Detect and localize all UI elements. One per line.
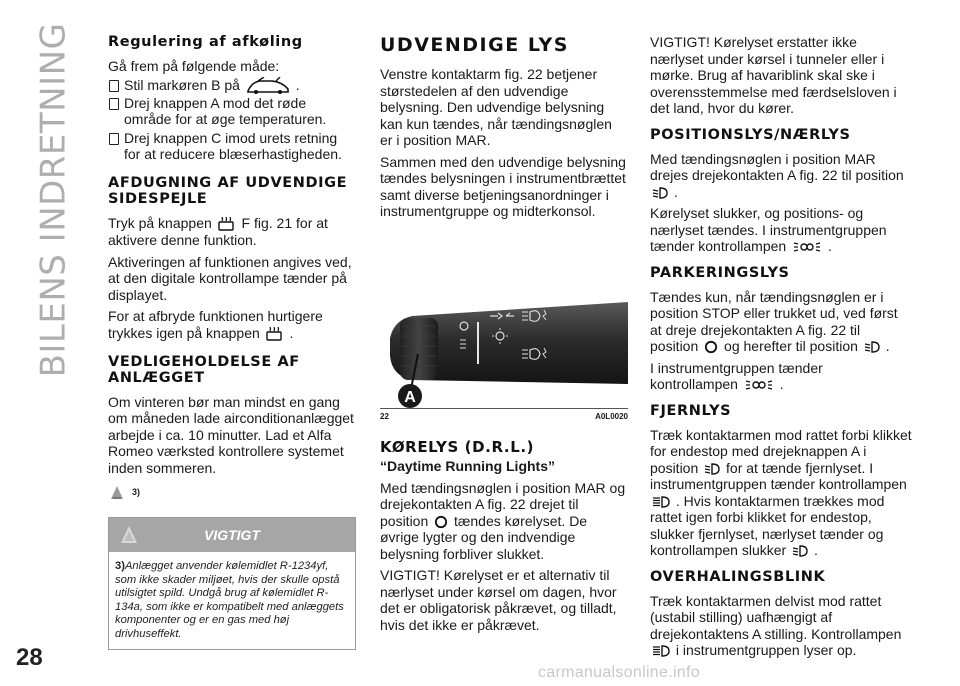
text-intro: Gå frem på følgende måde: — [108, 58, 280, 74]
heading-afdugning: AFDUGNING AF UDVENDIGE SIDESPEJLE — [108, 174, 348, 207]
footnote-ref-row — [108, 481, 356, 503]
heading-positionslys: POSITIONSLYS/NÆRLYS — [650, 126, 851, 143]
text-vigtigt-tunnel: VIGTIGT! Kørelyset erstatter ikke nærlyset under kørsel i tunneler eller i mørke. Brug af havariblink skal ske i overensstemmelse med færdselsloven i det land, hvor du kører. — [650, 34, 897, 116]
heading-vedligehold: VEDLIGEHOLDELSE AF ANLÆGGET — [108, 353, 300, 386]
warning-box — [108, 517, 356, 650]
warning-body — [109, 552, 355, 649]
text-korelys-2: VIGTIGT! Kørelyset er et alternativ til nærlyset under kørsel om dagen, hvor det er obligatorisk påkrævet, og tilladt, hvis det ikke er påkrævet. — [380, 567, 617, 633]
figure-number: 22 — [380, 411, 389, 421]
text-afdugning-2: Aktiveringen af funktionen angives ved, at den digitale kontrollampe tænder på displayet. — [108, 253, 352, 303]
step1-text: Stil markøren B på — [124, 76, 240, 93]
high-beam-icon — [652, 644, 670, 658]
warning-hand-icon — [108, 483, 126, 501]
checkbox-icon — [109, 80, 119, 92]
high-beam-icon — [652, 495, 670, 509]
mirror-defrost-icon — [218, 216, 236, 232]
light-stalk-illustration — [380, 256, 628, 408]
step3-text: Drej knappen C imod urets retning for at reducere blæserhastigheden. — [124, 129, 342, 163]
warning-number: 3) — [115, 560, 125, 573]
footnote-ref: 3) — [132, 487, 141, 498]
heading-overhalingsblink: OVERHALINGSBLINK — [650, 568, 826, 585]
drl-position-icon — [704, 340, 718, 354]
heading-parkeringslys: PARKERINGSLYS — [650, 264, 790, 281]
column-right — [650, 34, 912, 664]
warning-triangle-icon — [117, 522, 141, 546]
figure-code: A0L0020 — [595, 411, 628, 421]
heading-fjernlys: FJERNLYS — [650, 402, 732, 419]
drl-position-icon — [434, 515, 448, 529]
figure-light-switch — [380, 256, 628, 409]
windshield-air-icon — [246, 77, 290, 95]
watermark: carmanualsonline.info — [538, 664, 700, 681]
low-beam-icon — [704, 462, 720, 476]
low-beam-icon — [864, 340, 880, 354]
checkbox-icon — [109, 98, 119, 110]
section-side-tab — [22, 22, 84, 378]
text-fjernlys: Træk kontaktarmen mod rattet forbi klikket for endestop med drejeknappen A i position for at tænde fjernlyset. I instrumentgruppen tænder kontrollampen . Hvis kontaktarmen trækkes mod rattet igen forbi klikket for endestop, slukker fjernlyset, nærlyset tænder og kontrollampen slukker . — [650, 426, 912, 558]
low-beam-icon — [792, 544, 808, 558]
position-light-icon — [744, 378, 774, 392]
position-light-icon — [792, 240, 822, 254]
text-parkering-2: I instrumentgruppen tænder kontrollampen . — [650, 359, 823, 392]
warning-header — [109, 518, 355, 552]
step-2 — [108, 95, 356, 130]
text-udvendige-2: Sammen med den udvendige belysning tændes belysningen i instrumentbrættet samt diverse betjeningsanordninger i instrumentgruppe og midterkonsol. — [380, 153, 626, 219]
subtitle-korelys: “Daytime Running Lights” — [380, 457, 555, 474]
section-title: BILENS INDRETNING — [33, 22, 74, 378]
warning-title: VIGTIGT — [204, 527, 260, 544]
column-left — [108, 34, 356, 650]
mirror-defrost-icon — [266, 326, 284, 342]
warning-text: Anlægget anvender kølemidlet R-1234yf, som ikke skader miljøet, hvis der skulle opstå utilsigtet spild. Undgå brug af kølemidlet R-134a, som ikke er kompatibelt med anlæggets komponenter og er en gas med høj drivhuseffekt. — [115, 560, 344, 640]
figure-label-a: A — [404, 388, 416, 406]
text-overhaling: Træk kontaktarmen delvist mod rattet (ustabil stilling) uafhængigt af drejekontaktens A stilling. Kontrollampen i instrumentgruppen lyser op. — [650, 592, 902, 658]
page-number: 28 — [16, 644, 43, 671]
column-middle — [380, 34, 628, 638]
text-position-1: Med tændingsnøglen i position MAR drejes drejekontakten A fig. 22 til position . — [650, 150, 904, 200]
text-afdugning-1: Tryk på knappen F fig. 21 for at aktivere denne funktion. — [108, 214, 328, 249]
heading-udvendige-lys: UDVENDIGE LYS — [380, 34, 569, 56]
heading-korelys: KØRELYS (D.R.L.) — [380, 437, 535, 456]
step2-text: Drej knappen A mod det røde område for at øge temperaturen. — [124, 94, 327, 128]
text-parkering-1: Tændes kun, når tændingsnøglen er i position STOP eller trukket ud, ved først at dreje drejekontakten A fig. 22 til position og herefter til position . — [650, 288, 898, 354]
text-vedligehold: Om vinteren bør man mindst en gang om måneden lade airconditionanlægget arbejde i ca. 10 minutter. Lad et Alfa Romeo værksted kontrollere systemet inden sommeren. — [108, 393, 354, 476]
step1-end: . — [295, 76, 300, 93]
text-korelys-1: Med tændingsnøglen i position MAR og drejekontakten A fig. 22 drejet til position tændes kørelyset. De øvrige lygter og den indvendige belysning forbliver slukket. — [380, 479, 626, 562]
text-afdugning-3: For at afbryde funktionen hurtigere trykkes igen på knappen . — [108, 308, 323, 341]
low-beam-icon — [652, 186, 668, 200]
heading-regulering: Regulering af afkøling — [108, 34, 303, 50]
checkbox-icon — [109, 133, 119, 145]
text-position-2: Kørelyset slukker, og positions- og nærlyset tændes. I instrumentgruppen tænder kontrollampen . — [650, 205, 887, 254]
step-1 — [108, 77, 356, 95]
step-3 — [108, 130, 356, 175]
figure-caption — [380, 412, 628, 421]
text-udvendige-1: Venstre kontaktarm fig. 22 betjener størstedelen af den udvendige belysning. Den udvendige belysning kan kun tændes, når tændingsnøglen er i position MAR. — [380, 66, 612, 148]
